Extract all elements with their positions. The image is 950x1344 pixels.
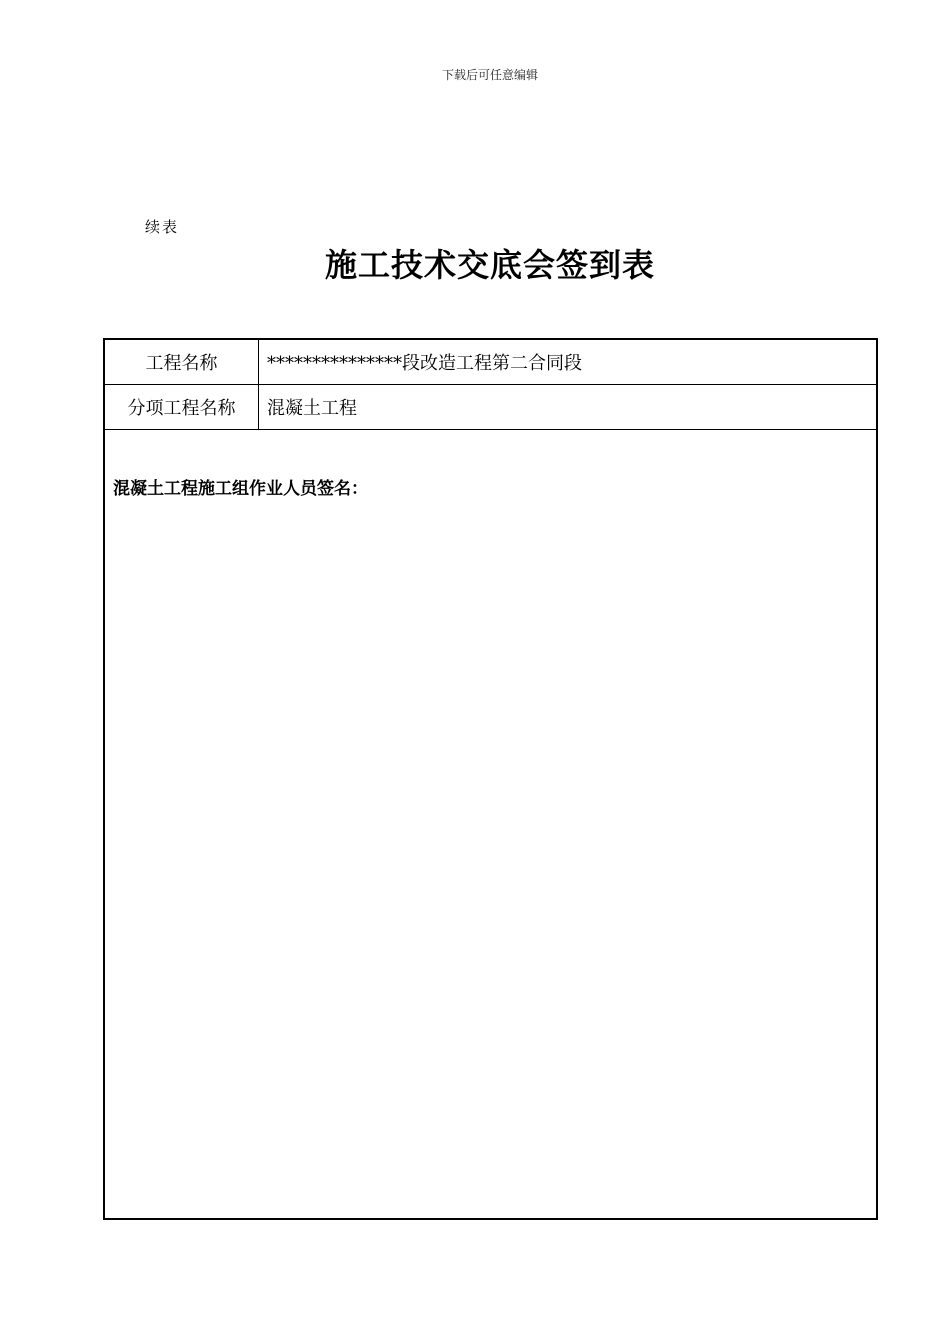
subproject-name-value: 混凝土工程 (267, 398, 357, 419)
project-name-value: ***************段改造工程第二合同段 (267, 353, 582, 374)
page-title: 施工技术交底会签到表 (324, 246, 655, 284)
header-note: 下载后可任意编辑 (441, 68, 538, 82)
continued-label: 续表 (145, 218, 180, 236)
signature-prompt: 混凝土工程施工组作业人员签名： (113, 479, 368, 499)
subproject-name-row (105, 385, 876, 430)
subproject-name-label: 分项工程名称 (105, 385, 259, 429)
sign-in-form-table (103, 338, 878, 1220)
project-name-label: 工程名称 (105, 340, 259, 384)
project-name-row (105, 340, 876, 385)
signature-area (105, 430, 876, 1218)
